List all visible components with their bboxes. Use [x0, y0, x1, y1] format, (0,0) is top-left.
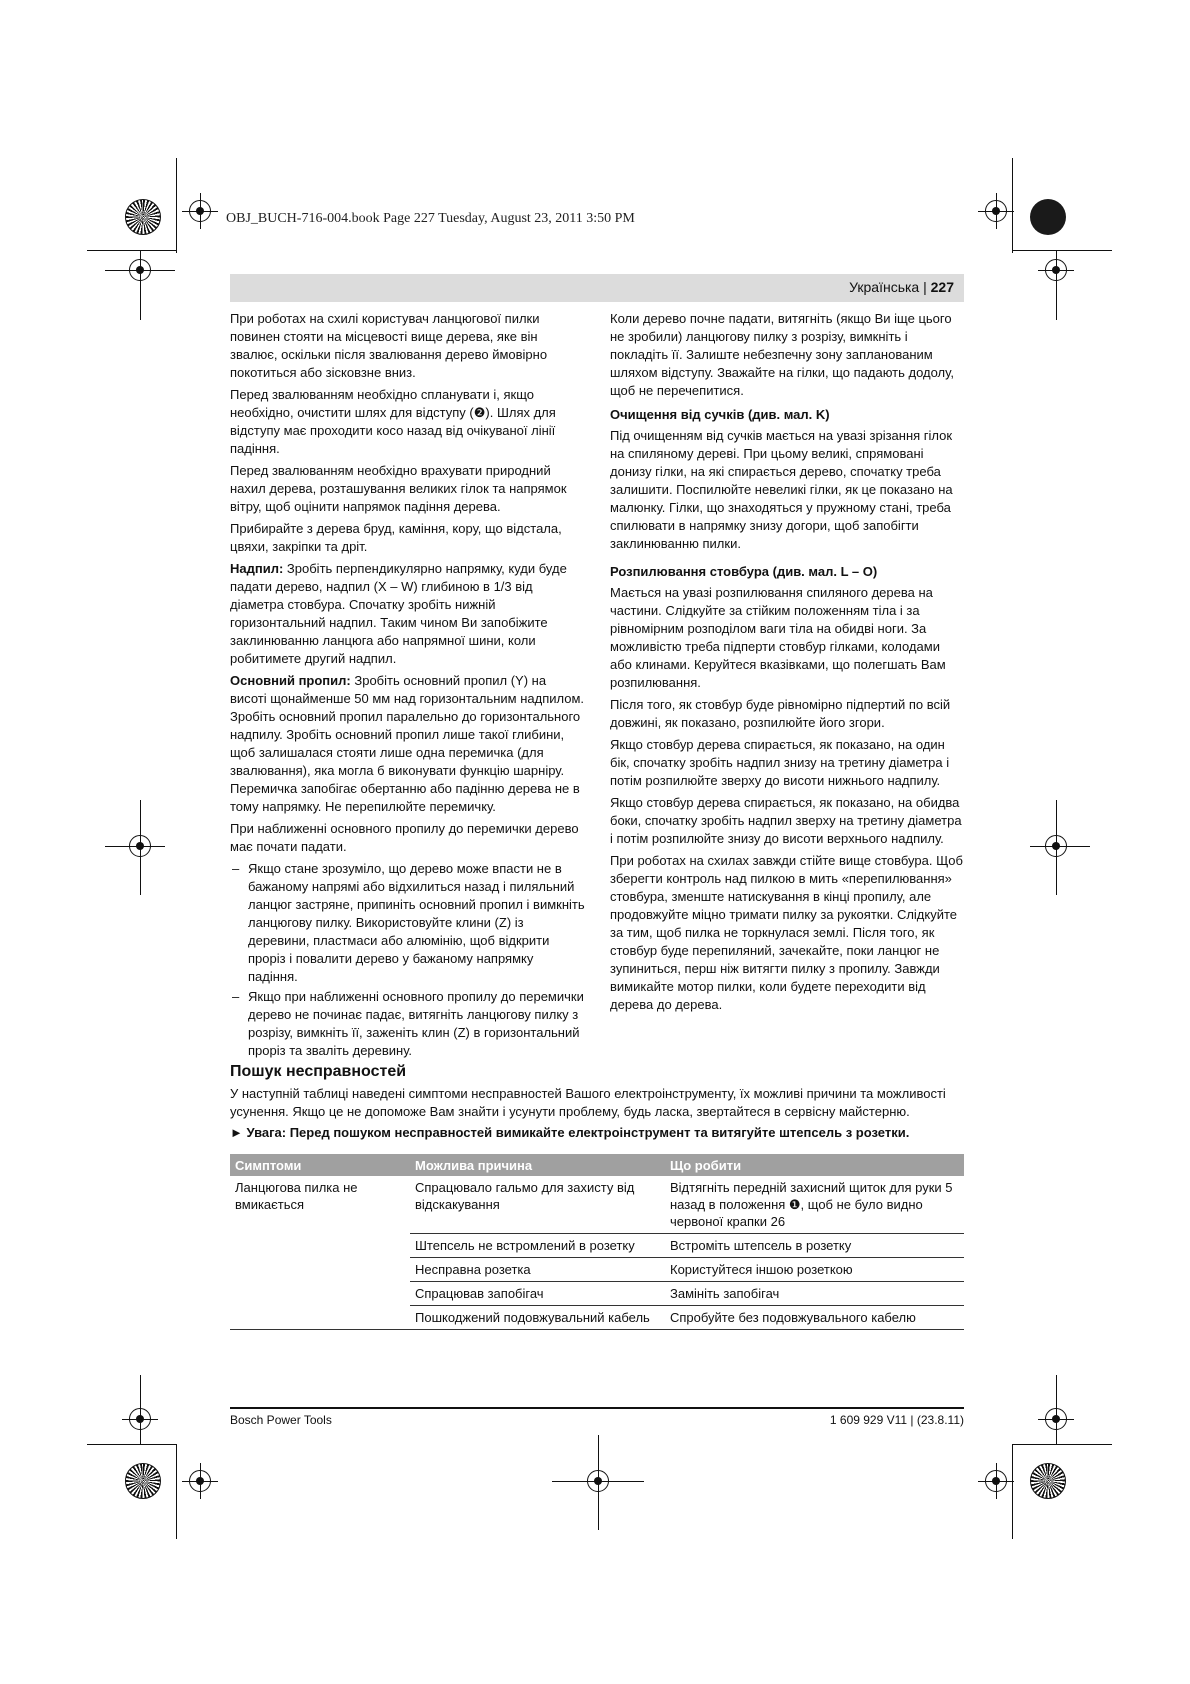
column-header: Що робити: [665, 1154, 964, 1176]
section-heading: Розпилювання стовбура (див. мал. L – O): [610, 564, 878, 579]
paragraph: Перед звалюванням необхідно спланувати і, якщо необхідно, очистити шлях для відступу (❷). Шлях для відступу має проходити косо назад від очікуваної лінії падіння.: [230, 387, 556, 456]
dash-list-item: – Якщо при наближенні основного пропилу до перемички дерево не починає падає, витягніть ланцюгову пилку з розрізу, вимкніть її, заженіть клин (Z) в горизонтальний проріз та зваліть деревину.: [230, 988, 586, 1060]
registration-mark-icon: [189, 1470, 211, 1492]
cause-cell: Несправна розетка: [410, 1258, 665, 1282]
paragraph: Якщо стовбур дерева спирається, як показано, на один бік, спочатку зробіть надпил знизу на третину діаметра і потім розпилюйте зверху до висоти нижнього надпилу.: [610, 737, 950, 788]
crop-line: [1012, 158, 1013, 253]
column-header: Симптоми: [230, 1154, 410, 1176]
section-title: Пошук несправностей: [230, 1063, 407, 1080]
fix-cell: Користуйтеся іншою розеткою: [665, 1258, 964, 1282]
left-column: [230, 310, 586, 1062]
crop-line: [140, 800, 141, 895]
page-number: 227: [930, 279, 954, 295]
paragraph: При наближенні основного пропилу до перемички дерево має почати падати.: [230, 821, 579, 854]
paragraph-label: Надпил:: [230, 561, 284, 576]
paragraph: Перед звалюванням необхідно врахувати природний нахил дерева, розташування великих гілок та напрямок вітру, щоб оцінити напрямок падіння дерева.: [230, 463, 567, 514]
dash-list-item: – Якщо стане зрозуміло, що дерево може впасти не в бажаному напрямі або відхилиться назад і пиляльний ланцюг застряне, припиніть основний пропил і вимкніть ланцюгову пилку. Використовуйте клини (Z) із деревини, пластмаси або алюмінію, щоб відкрити проріз і повалити дерево у бажаному напрямку падіння.: [230, 860, 586, 986]
registration-solid-icon: [1030, 199, 1066, 235]
intro-text: У наступній таблиці наведені симптоми несправностей Вашого електроінструменту, їх можливі причини та можливості усунення. Якщо це не допоможе Вам знайти і усунути проблему, будь ласка, звертайтеся в сервісну майстерню.: [230, 1086, 946, 1119]
fix-cell: Відтягніть передній захисний щиток для руки 5 назад в положення ❶, щоб не було видно червоної крапки 26: [665, 1176, 964, 1234]
paragraph: Після того, як стовбур буде рівномірно підпертий по всій довжині, як показано, розпилюйте його згори.: [610, 697, 951, 730]
crop-line: [1030, 846, 1090, 847]
paragraph: Під очищенням від сучків мається на увазі зрізання гілок на спиляному дереві. При цьому великі, спрямовані донизу гілки, на які спирається дерево, спочатку треба залишити. Поспилюйте невеликі гілки, як це показано на малюнку. Гілки, що знаходяться у пружному стані, треба спилювати в напрямку знизу догори, щоб запобігти заклинюванню пилки.: [610, 428, 953, 551]
page-header: [230, 274, 964, 302]
paragraph: [230, 560, 586, 668]
paragraph: Прибирайте з дерева бруд, каміння, кору, що відстала, цвяхи, закріпки та дріт.: [230, 521, 562, 554]
crop-line: [87, 1444, 177, 1445]
paragraph: [230, 672, 586, 816]
cause-cell: Штепсель не встромлений в розетку: [410, 1234, 665, 1258]
header-text: [849, 279, 954, 295]
registration-mark-icon: [985, 1470, 1007, 1492]
cause-cell: Пошкоджений подовжувальний кабель: [410, 1306, 665, 1330]
footer-doc-number: 1 609 929 V11 | (23.8.11): [829, 1413, 964, 1427]
cause-cell: Спрацювало гальмо для захисту від відскакування: [410, 1176, 665, 1234]
table-header-row: [230, 1154, 964, 1176]
paragraph: При роботах на схилах завжди стійте вище стовбура. Щоб зберегти контроль над пилкою в мить «перепилювання» стовбура, зменште натискування в кінці пропилу, але продовжуйте міцно тримати пилку за рукоятки. Слідкуйте за тим, щоб пилка не торкнулася землі. Після того, як стовбур буде перепиляний, зачекайте, поки ланцюг не зупиниться, перш ніж витягти пилку з пропилу. Завжди вимикайте мотор пилки, коли будете переходити від дерева до дерева.: [610, 853, 963, 1012]
crop-line: [105, 270, 175, 271]
fix-cell: Спробуйте без подовжувального кабелю: [665, 1306, 964, 1330]
paragraph: Якщо стовбур дерева спирається, як показано, на обидва боки, спочатку зробіть надпил зверху на третину діаметра і потім розпилюйте знизу до висоти верхнього надпилу.: [610, 795, 962, 846]
cause-cell: Спрацював запобігач: [410, 1282, 665, 1306]
paragraph: Мається на увазі розпилювання спиляного дерева на частини. Слідкуйте за стійким положенням тіла і за рівномірним розподілом ваги тіла на обидві ноги. За можливістю треба підперти стовбур гілками, колодами або клинами. Керуйтеся вказівками, що полегшать Вам розпилювання.: [610, 585, 946, 690]
registration-mark-icon: [189, 200, 211, 222]
crop-line: [176, 158, 177, 253]
crop-line: [105, 846, 165, 847]
registration-star-icon: [125, 199, 161, 235]
right-column: [610, 310, 964, 1018]
registration-mark-icon: [985, 200, 1007, 222]
warning-text: ► Увага: Перед пошуком несправностей вимикайте електроінструмент та витягуйте штепсель з розетки.: [230, 1125, 910, 1140]
header-separator: |: [919, 279, 931, 295]
crop-line: [140, 250, 141, 320]
paragraph-text: Зробіть основний пропил (Y) на висоті щонайменше 50 мм над горизонтальним надпилом. Зробіть основний пропил паралельно до горизонтального надпилу. Зробіть основний пропил лише такої глибини, щоб залишалася стояти лише одна перемичка (для звалювання), яка могла б виконувати функцію шарніру. Перемичка запобігає обертанню або падінню дерева не в тому напрямку. Не перепилюйте перемичку.: [230, 673, 585, 814]
registration-star-icon: [125, 1463, 161, 1499]
troubleshooting-table: [230, 1154, 964, 1330]
fix-cell: Встроміть штепсель в розетку: [665, 1234, 964, 1258]
crop-line: [1012, 250, 1112, 251]
crop-line: [1056, 800, 1057, 895]
print-slug: OBJ_BUCH-716-004.book Page 227 Tuesday, August 23, 2011 3:50 PM: [226, 211, 635, 226]
crop-line: [552, 1481, 644, 1482]
paragraph: Коли дерево почне падати, витягніть (якщо Ви іще цього не зробили) ланцюгову пилку з розрізу, вимкніть і покладіть її. Залиште небезпечну зону запланованим шляхом відступу. Зважайте на гілки, що падають додолу, щоб не перечепитися.: [610, 311, 954, 398]
crop-line: [1056, 250, 1057, 320]
column-header: Можлива причина: [410, 1154, 665, 1176]
table-row: [230, 1176, 964, 1234]
paragraph-label: Основний пропил:: [230, 673, 351, 688]
registration-star-icon: [1030, 1463, 1066, 1499]
crop-line: [176, 1444, 177, 1539]
footer-rule: [230, 1407, 964, 1409]
crop-line: [598, 1435, 599, 1530]
crop-line: [1056, 1375, 1057, 1445]
crop-line: [140, 1375, 141, 1445]
header-language: Українська: [849, 279, 920, 295]
paragraph: При роботах на схилі користувач ланцюгової пилки повинен стояти на місцевості вище дерева, яке він звалює, оскільки після звалювання дерево ймовірно покотиться або зісковзне вниз.: [230, 311, 548, 380]
symptom-cell: Ланцюгова пилка не вмикається: [230, 1176, 410, 1330]
troubleshooting-section: [230, 1063, 964, 1145]
paragraph-text: Зробіть перпендикулярно напрямку, куди буде падати дерево, надпил (X – W) глибиною в 1/3 від діаметра стовбура. Спочатку зробіть нижній горизонтальний надпил. Таким чином Ви запобіжите заклинюванню ланцюга або напрямної шини, коли робитимете другий надпил.: [230, 561, 567, 666]
crop-line: [1012, 1444, 1013, 1539]
fix-cell: Замініть запобігач: [665, 1282, 964, 1306]
footer-brand: Bosch Power Tools: [230, 1413, 332, 1427]
crop-line: [1012, 1444, 1112, 1445]
crop-line: [87, 250, 177, 251]
section-heading: Очищення від сучків (див. мал. K): [610, 407, 830, 422]
